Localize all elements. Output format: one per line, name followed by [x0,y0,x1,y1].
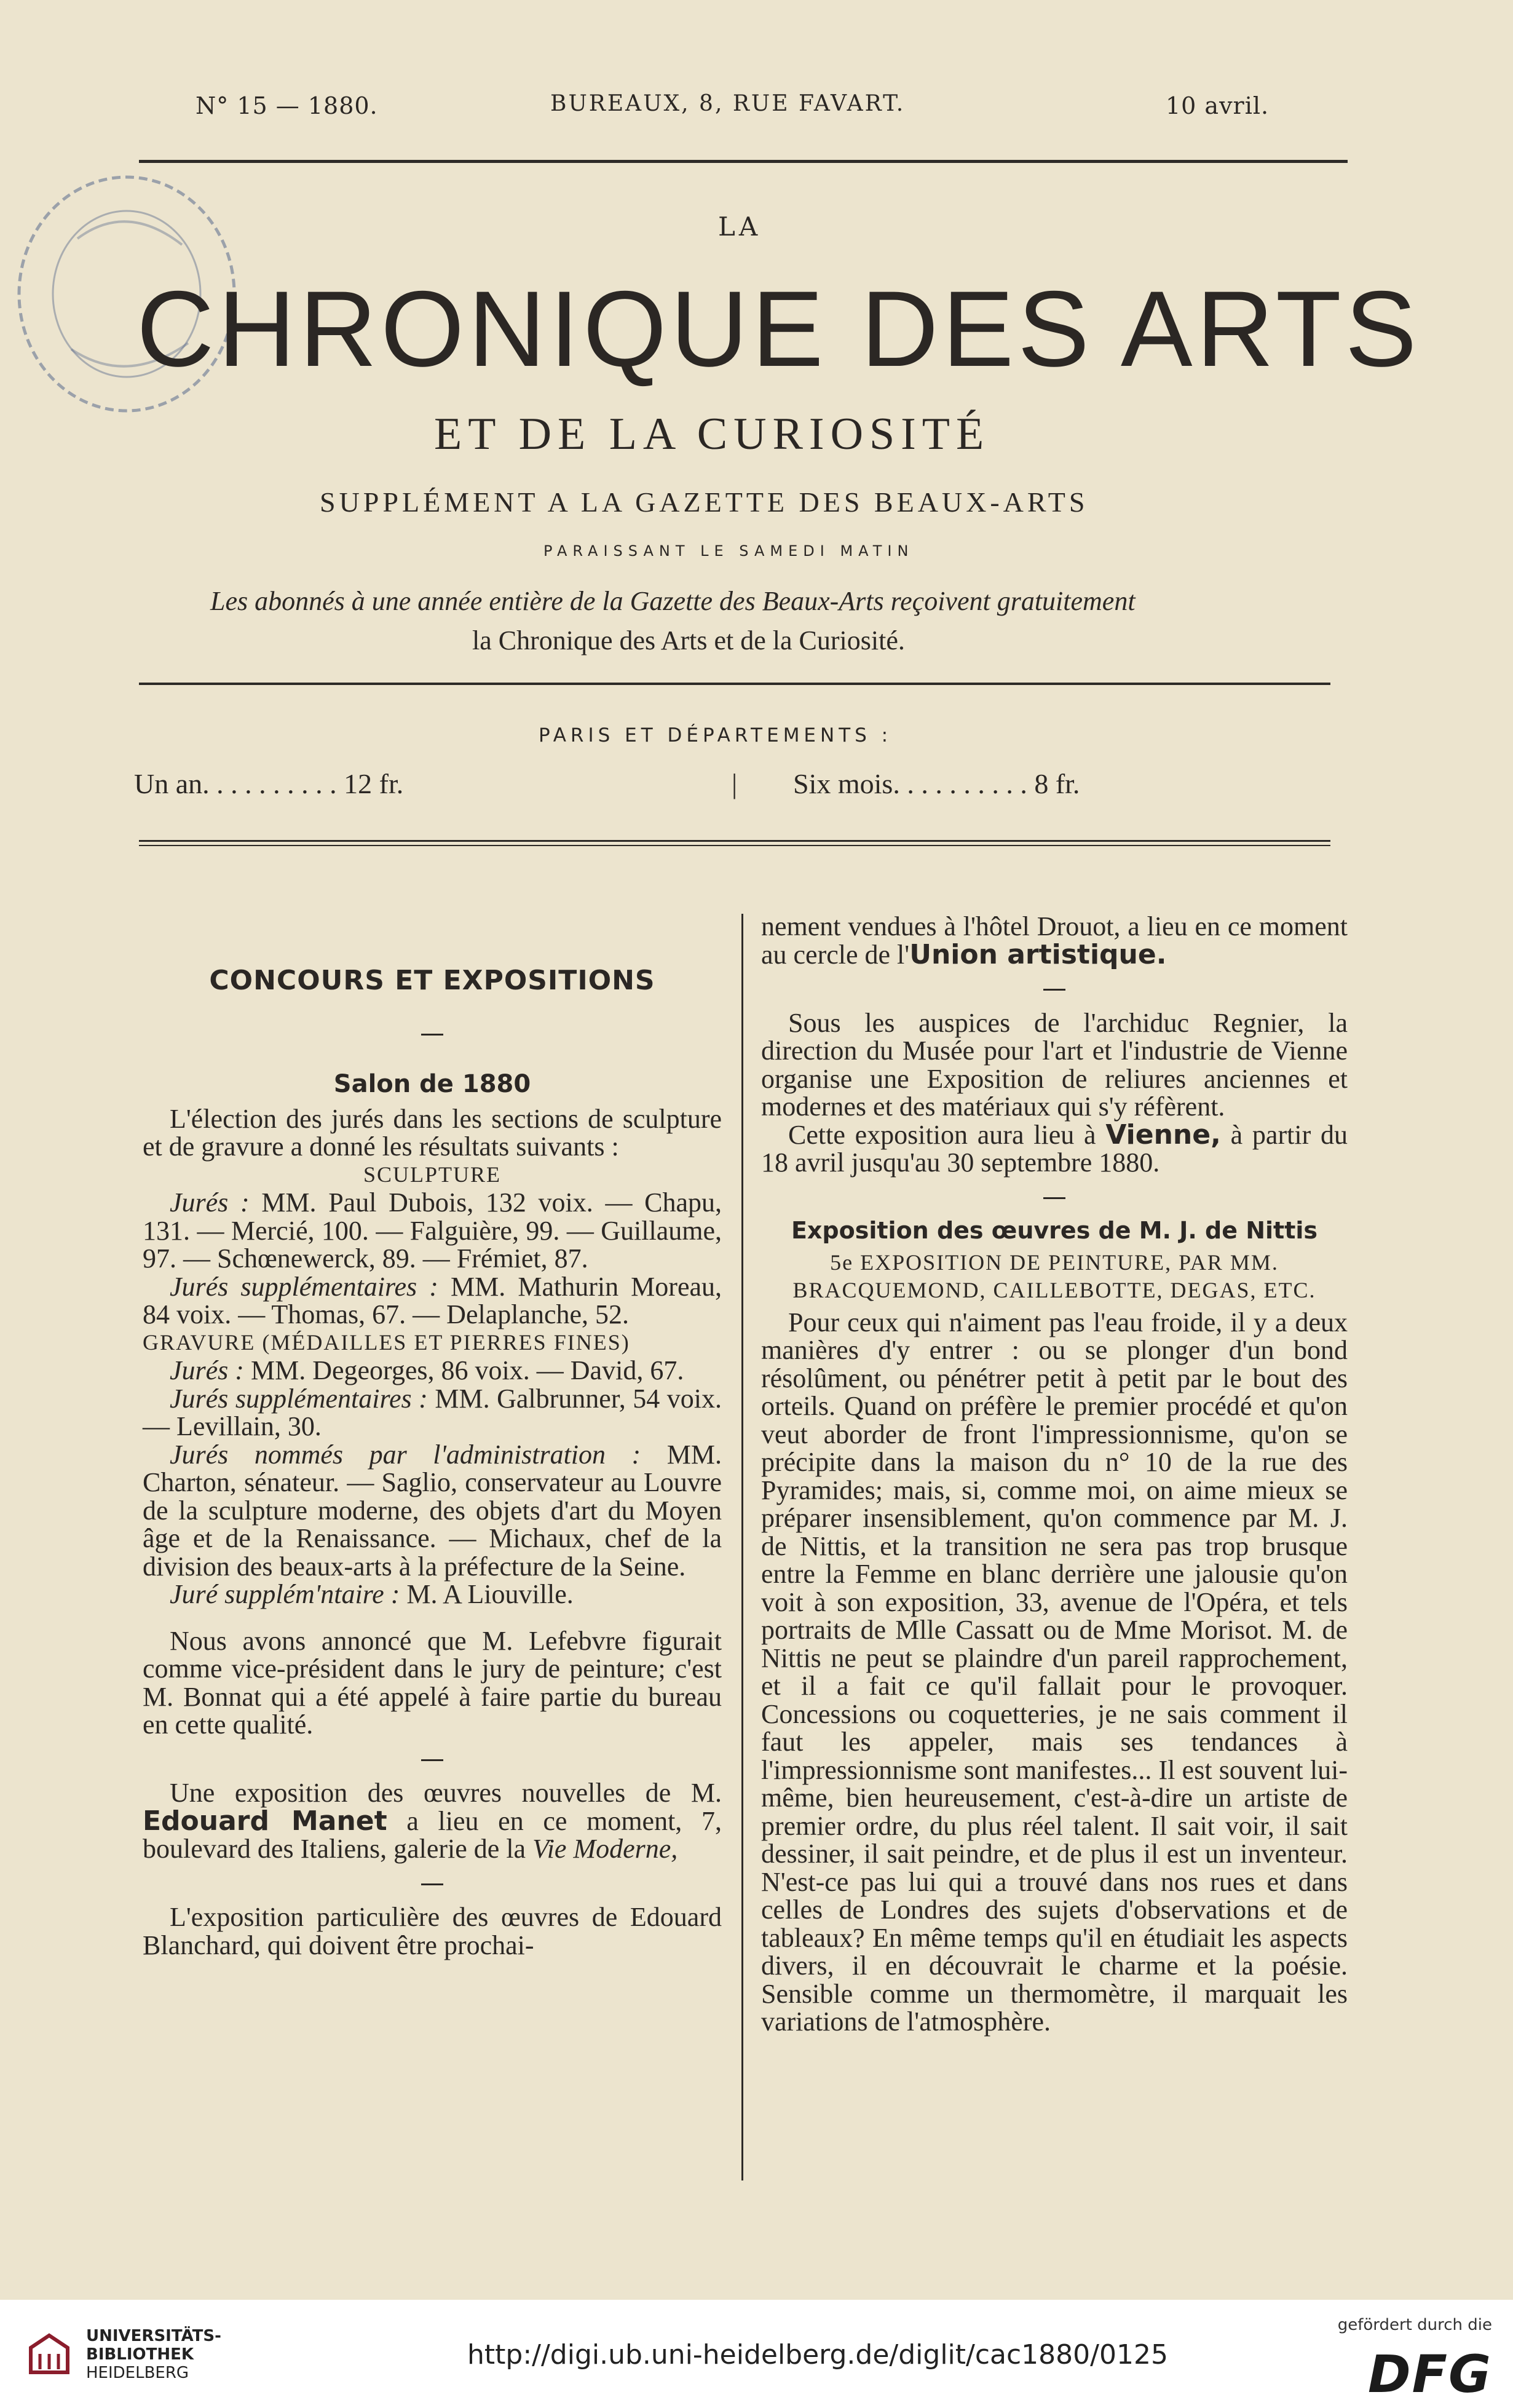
separator-dash [143,1868,722,1896]
price-one-year: Un an. . . . . . . . . . 12 fr. [134,768,404,799]
left-column [143,967,722,1959]
election-paragraph: L'élection des jurés dans les sections de sculpture et de gravure a donné les résultats suivants : [143,1103,722,1162]
lefebvre-paragraph: Nous avons annoncé que M. Lefebvre figurait comme vice-président dans le jury de peinture; c'est M. Bonnat qui a été appelé à faire partie du bureau en cette qualité. [143,1625,722,1740]
supplementary-juror: Juré supplém'ntaire : M. A Liouville. [170,1579,574,1609]
separator-dash [143,1018,722,1047]
gravure-jurors: Jurés : MM. Degeorges, 86 voix. — David, 67. [170,1355,684,1385]
nittis-title: Exposition des œuvres de M. J. de Nittis [791,1217,1318,1244]
subscribers-line-1: Les abonnés à une année entière de la Gazette des Beaux-Arts reçoivent gratuitement [210,586,1136,616]
section-title: CONCOURS ET EXPOSITIONS [209,965,655,996]
right-column [761,913,1348,2036]
sculpture-supplementary: Jurés supplémentaires : MM. Mathurin Moreau, 84 voix. — Thomas, 67. — Delaplanche, 52. [143,1271,722,1329]
separator-dash [143,1744,722,1772]
blanchard-paragraph: L'exposition particulière des œuvres de Edouard Blanchard, qui doivent être prochai- [143,1902,722,1960]
drouot-paragraph: nement vendues à l'hôtel Drouot, a lieu en ce moment au cercle de l'Union artistique. [761,911,1348,970]
university-library-logo-icon [25,2329,74,2378]
separator-dash [761,1182,1348,1210]
bureaux-address: BUREAUX, 8, RUE FAVART. [550,91,906,116]
separator-dash [761,973,1348,1002]
paraissant-line: PARAISSANT LE SAMEDI MATIN [543,542,914,560]
sculpture-jurors: Jurés : MM. Paul Dubois, 132 voix. — Chapu, 131. — Mercié, 100. — Falguière, 99. — Guillaume, 97. — Schœnewerck, 89. — Frémiet, 87. [143,1187,722,1273]
university-library-name: UNIVERSITÄTS- BIBLIOTHEK HEIDELBERG [86,2327,221,2382]
nittis-paragraph: Pour ceux qui n'aiment pas l'eau froide, il y a deux manières d'y entrer : ou se plonger d'un bond résolûment, ou pénétrer petit à petit par le bout des orteils. Quand on préfère le premier procédé et qu'on veut aborder de front l'impressionnisme, qu'on se précipite dans la maison du n° 10 de la rue des Pyramides; mais, si, comme moi, on aime mieux se préparer insensiblement, qu'on commence par M. J. de Nittis, et la transition ne sera pas trop brusque entre la Femme en blanc derrière une jalousie qu'on voit à son exposition, 33, avenue de l'Opéra, et tels portraits de Mlle Cassatt ou de Mme Morisot. M. de Nittis ne peut se plaindre d'un pareil rapprochement, et il a fait ce qu'il fallait pour le provoquer. Concessions ou coquetteries, je ne sais comment il faut les appeler, mais ses tendances à l'impressionnisme sont manifestes... Il est souvent lui-même, bien heureusement, c'est-à-dire un artiste de premier ordre, du plus réel talent. Il sait voir, il sait dessiner, il sait peindre, et de plus il est un inventeur. N'est-ce pas lui qui a trouvé dans nos rues et dans celles de Londres des sujets d'observations et de tableaux? En même temps qu'il en étudiait les aspects divers, il en découvrait le charme et la poésie. Sensible comme un thermomètre, il marquait les variations de l'atmosphère. [761,1307,1348,2037]
gravure-heading: GRAVURE (MÉDAILLES ET PIERRES FINES) [143,1329,630,1355]
issue-number: N° 15 — 1880. [196,92,378,119]
header-rule [139,160,1348,163]
column-divider [741,914,743,2180]
manet-paragraph: Une exposition des œuvres nouvelles de M. Edouard Manet a lieu en ce moment, 7, boulevard des Italiens, galerie de la Vie Moderne, [143,1778,722,1864]
vienna-paragraph: Sous les auspices de l'archiduc Regnier, la direction du Musée pour l'art et l'industrie de Vienne organise une Exposition de reliures anciennes et modernes et des matériaux qui s'y réfèrent. [761,1007,1348,1122]
dfg-logo: DFG [1367,2344,1492,2404]
paris-departements: PARIS ET DÉPARTEMENTS : [539,724,893,747]
gravure-supplementary: Jurés supplémentaires : MM. Galbrunner, 54 voix. — Levillain, 30. [143,1383,722,1441]
masthead-rule-2 [139,840,1330,842]
price-six-months: Six mois. . . . . . . . . . 8 fr. [793,768,1080,799]
funding-note: gefördert durch die [1337,2316,1492,2334]
masthead-subtitle: ET DE LA CURIOSITÉ [434,409,990,459]
subscribers-line-2: la Chronique des Arts et de la Curiosité. [472,625,905,655]
vienna-dates-paragraph: Cette exposition aura lieu à Vienne, à partir du 18 avril jusqu'au 30 septembre 1880. [761,1119,1348,1178]
masthead-la: LA [718,212,762,242]
masthead-rule-1 [139,683,1330,685]
masthead-title: CHRONIQUE DES ARTS [136,269,1421,389]
masthead-rule-3 [139,845,1330,846]
digitization-footer [0,2300,1513,2408]
issue-date: 10 avril. [1166,92,1270,119]
fifth-exhibition-heading: 5e EXPOSITION DE PEINTURE, PAR MM. BRACQUEMOND, CAILLEBOTTE, DEGAS, ETC. [792,1250,1316,1302]
administration-jurors: Jurés nommés par l'administration : MM. Charton, sénateur. — Saglio, conservateur au Louvre de la sculpture moderne, des objets d'art du Moyen âge et de la Renaissance. — Michaux, chef de la division des beaux-arts à la préfecture de la Seine. [143,1439,722,1582]
supplement-line: SUPPLÉMENT A LA GAZETTE DES BEAUX-ARTS [320,486,1089,518]
sculpture-heading: SCULPTURE [363,1162,502,1187]
salon-title: Salon de 1880 [333,1070,531,1098]
price-separator: | [732,768,738,799]
source-url-link[interactable]: http://digi.ub.uni-heidelberg.de/diglit/cac1880/0125 [467,2339,1168,2370]
